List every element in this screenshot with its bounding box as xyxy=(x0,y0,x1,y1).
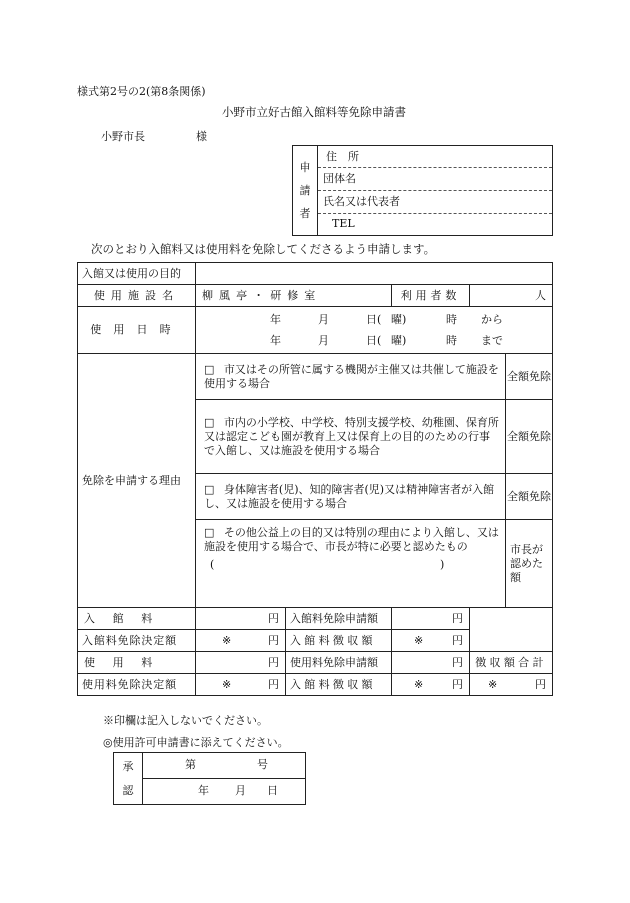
intro-text: 次のとおり入館料又は使用料を免除してくださるよう申請します。 xyxy=(91,242,436,256)
admission-collected-value xyxy=(392,630,470,652)
approval-month: 月 xyxy=(235,784,246,797)
official-use-mark: ※ xyxy=(414,678,424,691)
date-hour: 時 xyxy=(446,334,457,347)
approval-date[interactable] xyxy=(143,779,306,805)
official-use-mark: ※ xyxy=(222,678,232,691)
admission-fee-value[interactable] xyxy=(196,608,286,630)
reason-2-text: 市内の小学校、中学校、特別支援学校、幼稚園、保育所又は認定こども園が教育上又は保育上の目的のための行事で入館し、又は施設を使用する場合 xyxy=(204,415,499,457)
checkbox[interactable]: □ xyxy=(204,482,215,496)
checkbox[interactable]: □ xyxy=(204,415,215,429)
organization-field[interactable]: 団体名 xyxy=(318,168,552,191)
users-label: 利用者数 xyxy=(392,285,470,307)
yen: 円 xyxy=(452,611,463,625)
date-from: から xyxy=(481,313,503,326)
official-use-mark: ※ xyxy=(222,634,232,647)
applicant-box xyxy=(292,145,553,236)
yen: 円 xyxy=(268,678,279,691)
official-use-mark: ※ xyxy=(414,634,424,647)
collected-total-label: 徴収額合計 xyxy=(470,652,553,674)
note-1: ※印欄は記入しないでください。 xyxy=(103,714,268,727)
collected-total-value xyxy=(470,674,553,696)
main-form xyxy=(77,262,553,696)
reason-2[interactable] xyxy=(196,400,506,474)
admission-exempt-requested-value[interactable] xyxy=(392,608,470,630)
applicant-label xyxy=(293,146,318,236)
date-hour: 時 xyxy=(446,313,457,326)
yen: 円 xyxy=(268,655,279,669)
paren-close: ) xyxy=(440,558,445,571)
form-number: 様式第2号の2(第8条関係) xyxy=(77,85,206,98)
reason-3-result: 全額免除 xyxy=(506,474,553,520)
admission-collected-value xyxy=(392,674,470,696)
approval-label-char: 承 xyxy=(122,759,134,773)
applicant-label-char: 申 xyxy=(299,161,311,174)
honorific: 様 xyxy=(196,130,207,143)
yen: 円 xyxy=(268,634,279,647)
address-field[interactable]: 住 所 xyxy=(318,146,552,168)
reason-4-result: 市長が認めた額 xyxy=(506,520,553,608)
yen: 円 xyxy=(535,678,547,691)
reason-4-text: その他公益上の目的又は特別の理由により入館し、又は施設を使用する場合で、市長が特に必要と認めたもの xyxy=(204,526,499,553)
yen: 円 xyxy=(452,634,463,647)
page-title: 小野市立好古館入館料等免除申請書 xyxy=(222,105,406,119)
approval-label-char: 認 xyxy=(122,783,134,797)
date-year: 年 xyxy=(270,313,281,326)
approval-day: 日 xyxy=(267,784,278,797)
reason-2-result: 全額免除 xyxy=(506,400,553,474)
applicant-label-char: 請 xyxy=(299,184,311,197)
name-field[interactable]: 氏名又は代表者 xyxy=(318,190,552,213)
checkbox[interactable]: □ xyxy=(204,362,215,376)
checkbox[interactable]: □ xyxy=(204,526,215,539)
date-day: 日( xyxy=(366,334,382,347)
reason-1-result: 全額免除 xyxy=(506,354,553,400)
date-year: 年 xyxy=(270,334,281,347)
admission-exempt-requested-label: 入館料免除申請額 xyxy=(286,608,392,630)
yen: 円 xyxy=(452,655,463,669)
reason-1[interactable] xyxy=(196,354,506,400)
purpose-label: 入館又は使用の目的 xyxy=(78,263,196,285)
date-weekday: 曜) xyxy=(391,334,407,347)
admission-collected-label: 入館料徴収額 xyxy=(286,674,392,696)
approval-label xyxy=(114,753,143,805)
purpose-input[interactable] xyxy=(196,263,553,285)
paren-open: ( xyxy=(210,558,215,571)
date-weekday: 曜) xyxy=(391,313,407,326)
usage-exempt-requested-label: 使用料免除申請額 xyxy=(286,652,392,674)
date-month: 月 xyxy=(318,334,329,347)
official-use-mark: ※ xyxy=(488,678,498,691)
applicant-label-char: 者 xyxy=(299,207,311,220)
yen: 円 xyxy=(452,678,463,691)
addressee: 小野市長 xyxy=(101,130,145,143)
note-2: ◎使用許可申請書に添えてください。 xyxy=(103,736,289,749)
yen: 円 xyxy=(268,611,279,625)
usage-exempt-decided-label: 使用料免除決定額 xyxy=(78,674,196,696)
reason-label: 免除を申請する理由 xyxy=(78,354,196,608)
admission-exempt-decided-label: 入館料免除決定額 xyxy=(78,630,196,652)
approval-box xyxy=(113,752,306,805)
reason-4[interactable] xyxy=(196,520,506,608)
facility-value: 柳風亭・研修室 xyxy=(196,285,392,307)
date-label: 使用日時 xyxy=(78,307,196,354)
tel-field[interactable]: TEL xyxy=(332,217,355,231)
number-suffix: 号 xyxy=(257,758,268,771)
usage-fee-label: 使用料 xyxy=(78,652,196,674)
usage-fee-value[interactable] xyxy=(196,652,286,674)
usage-exempt-requested-value[interactable] xyxy=(392,652,470,674)
approval-year: 年 xyxy=(198,784,209,797)
approval-number[interactable] xyxy=(143,753,306,779)
date-month: 月 xyxy=(318,313,329,326)
date-to: まで xyxy=(481,334,503,347)
reason-1-text: 市又はその所管に属する機関が主催又は共催して施設を使用する場合 xyxy=(204,362,499,390)
users-input[interactable] xyxy=(470,285,553,307)
date-day: 日( xyxy=(366,313,382,326)
date-input[interactable] xyxy=(196,307,553,354)
number-prefix: 第 xyxy=(185,758,196,771)
admission-exempt-decided-value xyxy=(196,630,286,652)
admission-fee-label: 入館料 xyxy=(78,608,196,630)
blank-cell xyxy=(470,608,553,652)
admission-collected-label: 入館料徴収額 xyxy=(286,630,392,652)
reason-3[interactable] xyxy=(196,474,506,520)
facility-label: 使用施設名 xyxy=(78,285,196,307)
reason-3-text: 身体障害者(児)、知的障害者(児)又は精神障害者が入館し、又は施設を使用する場合 xyxy=(204,482,495,510)
usage-exempt-decided-value xyxy=(196,674,286,696)
users-unit: 人 xyxy=(535,288,547,302)
